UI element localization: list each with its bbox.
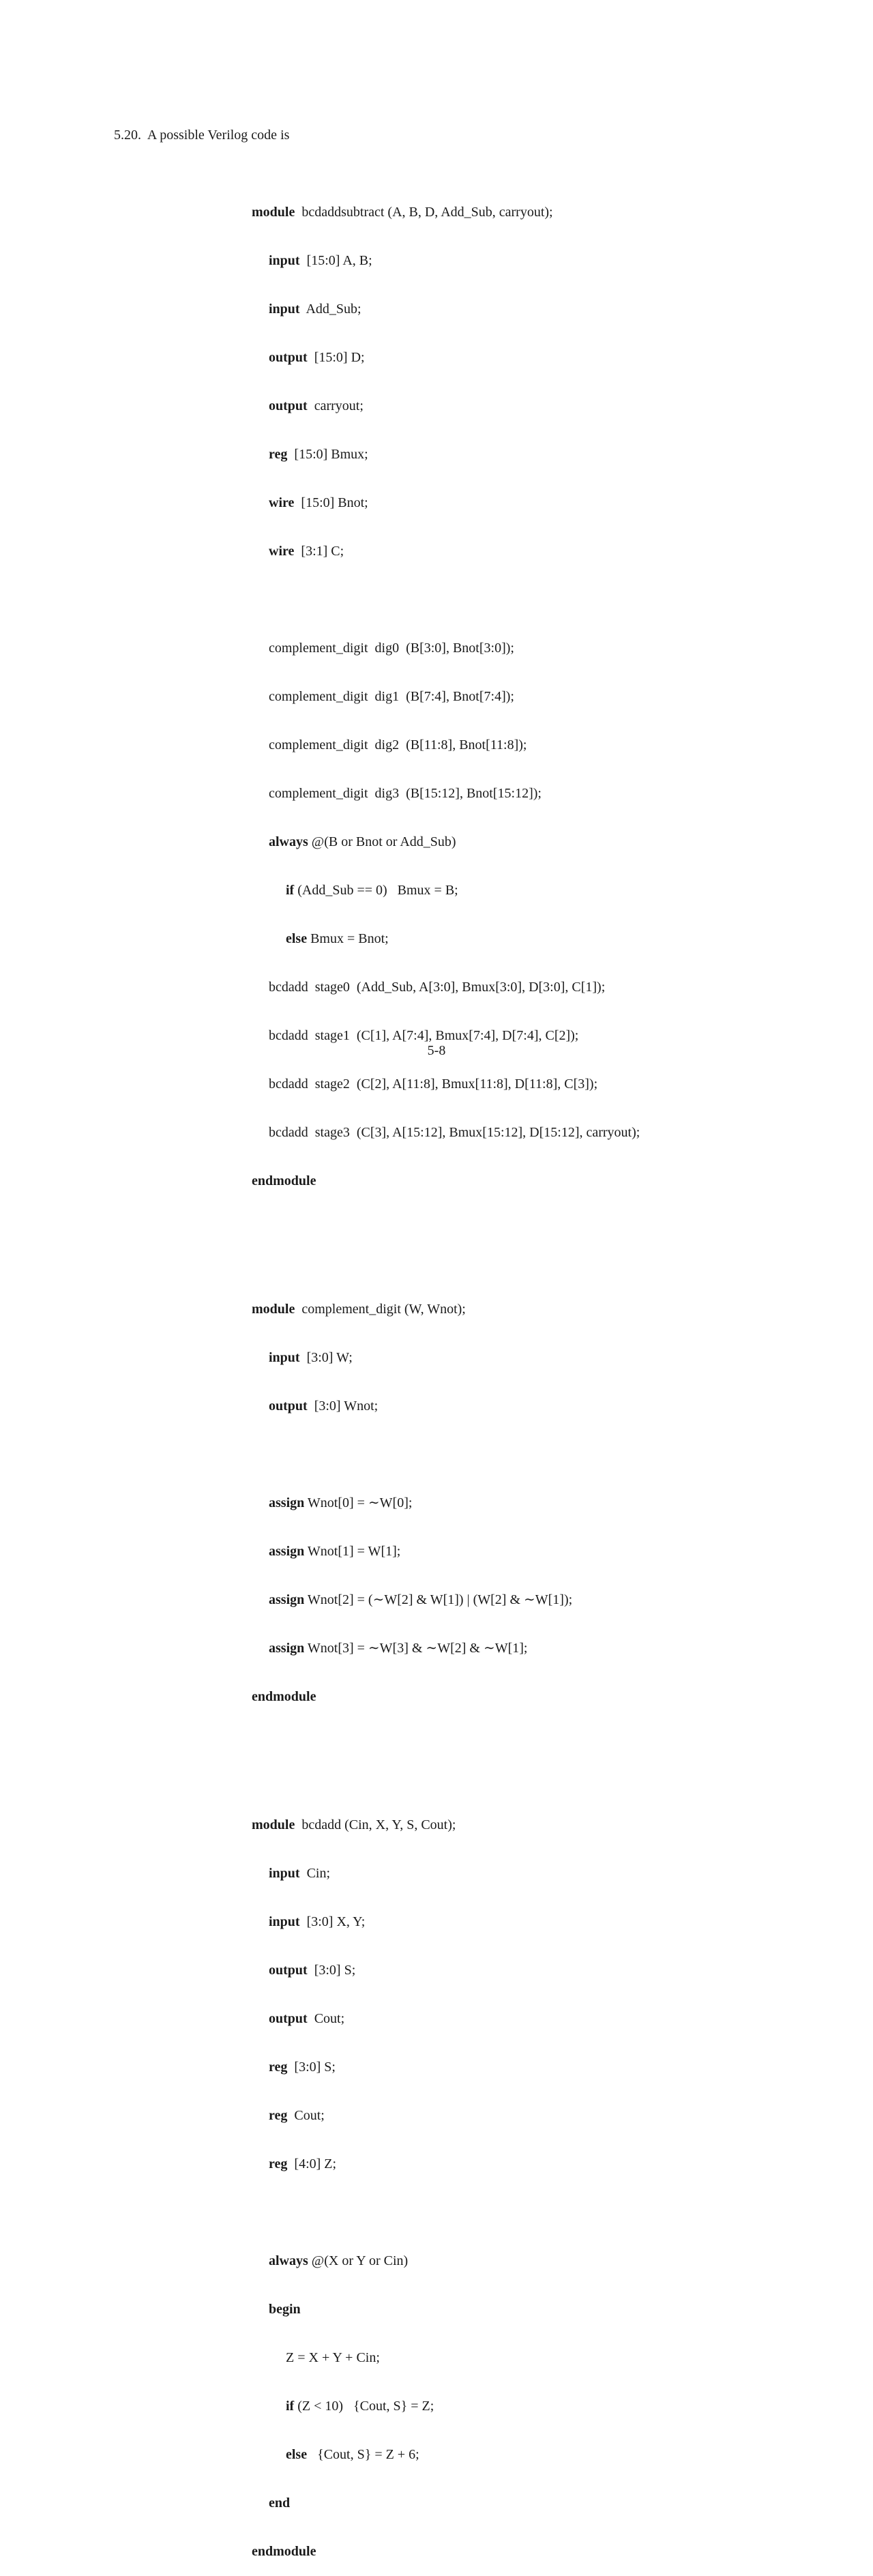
blank-line bbox=[252, 1737, 640, 1754]
code-line: output Cout; bbox=[269, 2011, 345, 2026]
code-line: assign Wnot[3] = ∼W[3] & ∼W[2] & ∼W[1]; bbox=[269, 1641, 528, 1656]
code-line: endmodule bbox=[252, 1173, 316, 1188]
code-line: begin bbox=[269, 2302, 301, 2317]
code-line: assign Wnot[2] = (∼W[2] & W[1]) | (W[2] & ∼W[1]); bbox=[269, 1592, 573, 1607]
code-line: input [15:0] A, B; bbox=[269, 253, 372, 268]
blank-line bbox=[252, 591, 640, 609]
problem-heading: 5.20. A possible Verilog code is bbox=[114, 128, 290, 143]
blank-line bbox=[252, 1221, 640, 1238]
code-line: output [15:0] D; bbox=[269, 350, 365, 365]
code-line: else {Cout, S} = Z + 6; bbox=[286, 2447, 419, 2462]
code-line: wire [3:1] C; bbox=[269, 544, 344, 559]
code-line: bcdadd stage2 (C[2], A[11:8], Bmux[11:8], D[11:8], C[3]); bbox=[269, 1077, 598, 1092]
code-line: output carryout; bbox=[269, 398, 364, 413]
code-line: input Add_Sub; bbox=[269, 302, 361, 317]
code-line: Z = X + Y + Cin; bbox=[286, 2350, 380, 2365]
code-line: output [3:0] S; bbox=[269, 1963, 356, 1978]
verilog-code-block bbox=[252, 157, 640, 2576]
code-line: if (Add_Sub == 0) Bmux = B; bbox=[286, 883, 458, 898]
code-line: reg [15:0] Bmux; bbox=[269, 447, 368, 462]
code-line: reg [3:0] S; bbox=[269, 2060, 336, 2075]
code-line: end bbox=[269, 2496, 291, 2511]
blank-line bbox=[252, 2204, 640, 2221]
code-line: complement_digit dig1 (B[7:4], Bnot[7:4]); bbox=[269, 689, 514, 704]
code-line: endmodule bbox=[252, 2544, 316, 2559]
code-line: module complement_digit (W, Wnot); bbox=[252, 1302, 466, 1317]
code-line: else Bmux = Bnot; bbox=[286, 931, 389, 946]
page-number: 5-8 bbox=[427, 1043, 446, 1058]
code-line: always @(X or Y or Cin) bbox=[269, 2253, 409, 2268]
code-line: assign Wnot[0] = ∼W[0]; bbox=[269, 1495, 413, 1510]
code-line: module bcdaddsubtract (A, B, D, Add_Sub, carryout); bbox=[252, 205, 553, 220]
code-line: always @(B or Bnot or Add_Sub) bbox=[269, 834, 456, 849]
code-line: reg [4:0] Z; bbox=[269, 2156, 337, 2171]
code-line: if (Z < 10) {Cout, S} = Z; bbox=[286, 2399, 434, 2414]
blank-line bbox=[252, 1446, 640, 1463]
code-line: endmodule bbox=[252, 1689, 316, 1704]
code-line: output [3:0] Wnot; bbox=[269, 1399, 379, 1414]
code-line: bcdadd stage0 (Add_Sub, A[3:0], Bmux[3:0], D[3:0], C[1]); bbox=[269, 980, 606, 995]
code-line: bcdadd stage3 (C[3], A[15:12], Bmux[15:12], D[15:12], carryout); bbox=[269, 1125, 640, 1140]
code-line: wire [15:0] Bnot; bbox=[269, 495, 368, 510]
code-line: reg Cout; bbox=[269, 2108, 325, 2123]
code-line: module bcdadd (Cin, X, Y, S, Cout); bbox=[252, 1817, 456, 1832]
code-line: complement_digit dig2 (B[11:8], Bnot[11:8]); bbox=[269, 737, 527, 752]
code-line: input Cin; bbox=[269, 1866, 331, 1881]
code-line: complement_digit dig3 (B[15:12], Bnot[15:12]); bbox=[269, 786, 542, 801]
code-line: complement_digit dig0 (B[3:0], Bnot[3:0]); bbox=[269, 641, 514, 656]
code-line: assign Wnot[1] = W[1]; bbox=[269, 1544, 401, 1559]
code-line: input [3:0] W; bbox=[269, 1350, 353, 1365]
code-line: input [3:0] X, Y; bbox=[269, 1914, 366, 1929]
code-line: bcdadd stage1 (C[1], A[7:4], Bmux[7:4], D[7:4], C[2]); bbox=[269, 1028, 579, 1043]
